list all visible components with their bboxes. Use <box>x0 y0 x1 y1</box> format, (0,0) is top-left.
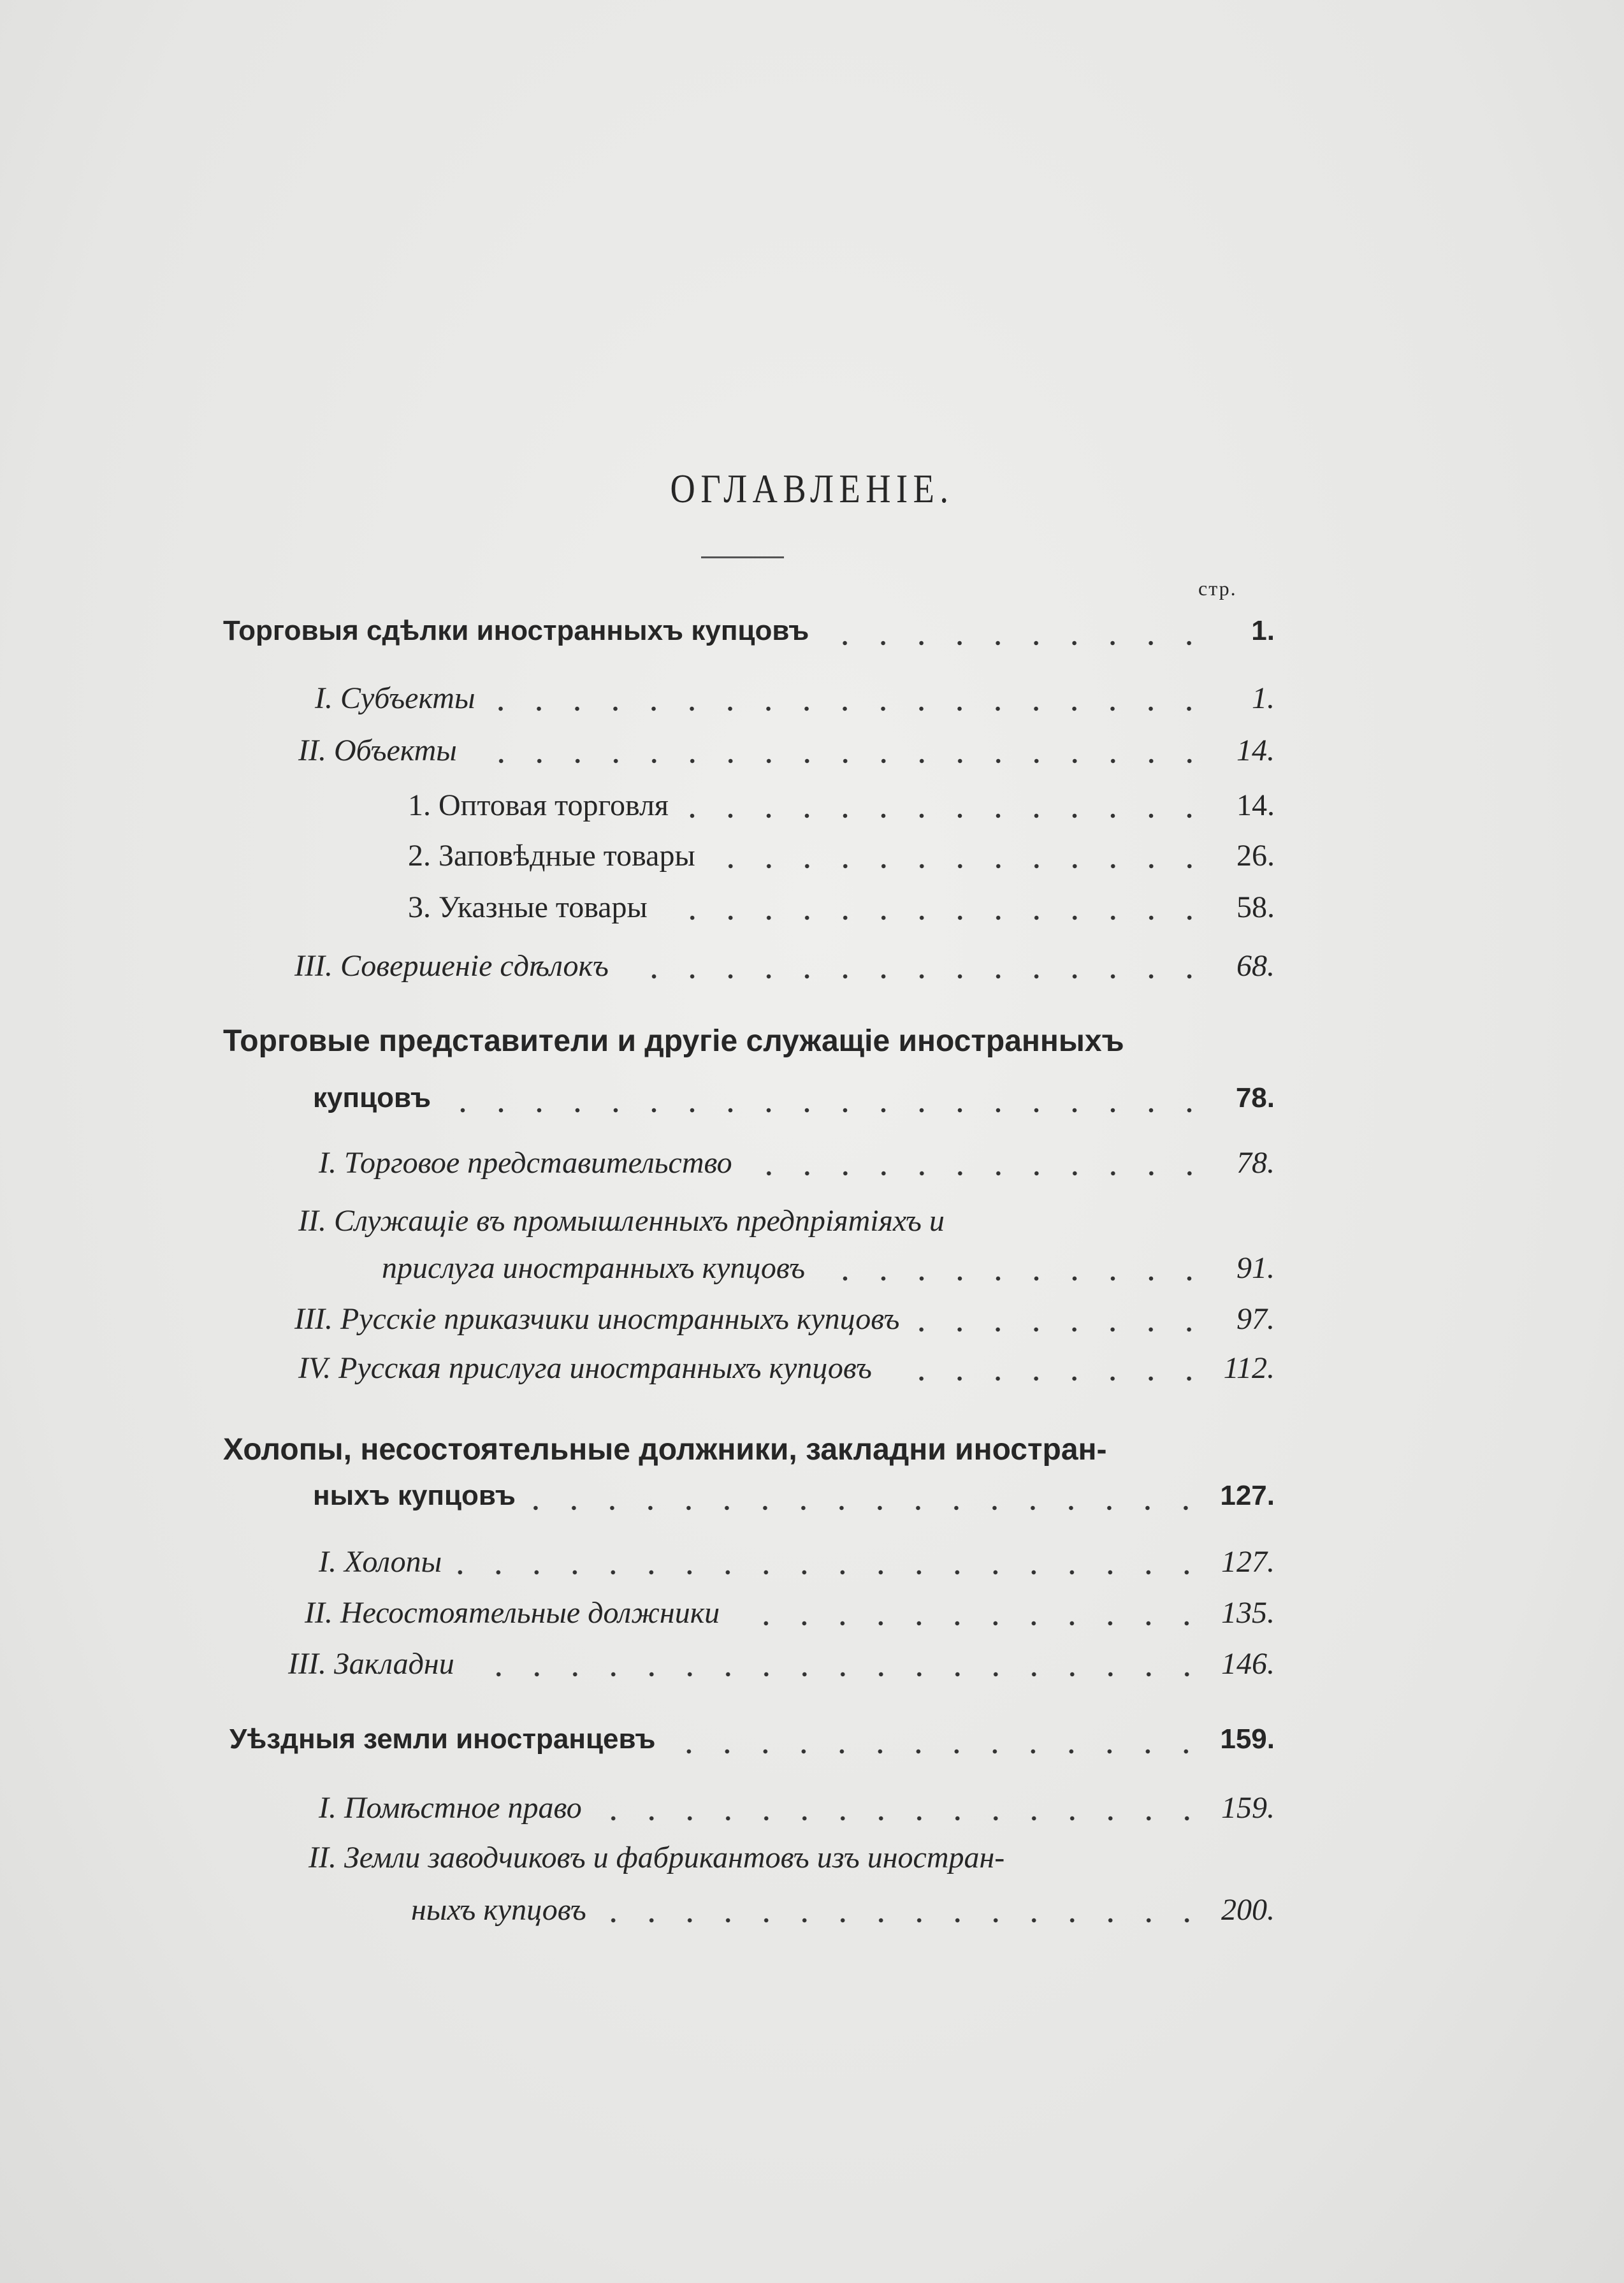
toc-subentry[interactable] <box>408 788 1275 826</box>
toc-heading-label: купцовъ <box>313 1082 431 1113</box>
toc-entry-label: I. Субъекты <box>315 681 475 715</box>
dot-leader <box>472 758 1208 764</box>
page-number: 146. <box>1221 1647 1275 1681</box>
dot-leader <box>671 1749 1205 1754</box>
toc-entry-line[interactable]: II. Служащіе въ промышленныхъ предпріятіяхъ и <box>298 1204 945 1238</box>
dot-leader <box>470 1672 1206 1677</box>
toc-entry-label: II. Объекты <box>298 734 457 767</box>
dot-leader <box>824 641 1208 646</box>
dot-leader <box>602 1918 1206 1923</box>
toc-entry[interactable] <box>319 1544 1275 1583</box>
page-number: 14. <box>1236 788 1275 822</box>
dot-leader <box>531 1505 1205 1511</box>
toc-entry[interactable] <box>319 1145 1275 1184</box>
page-title: ОГЛАВЛЕНІЕ. <box>670 466 954 511</box>
toc-subentry[interactable] <box>408 838 1275 876</box>
dot-leader <box>624 974 1208 979</box>
title-divider <box>701 556 784 558</box>
toc-entry[interactable] <box>288 1646 1275 1685</box>
toc-entry-label: I. Торговое представительство <box>319 1146 732 1180</box>
page-number: 159. <box>1221 1791 1275 1825</box>
dot-leader <box>711 864 1208 869</box>
toc-entry-label: I. Холопы <box>319 1545 442 1579</box>
toc-entry[interactable] <box>294 948 1275 987</box>
toc-heading-label: ныхъ купцовъ <box>313 1480 516 1511</box>
toc-entry-label: I. Помѣстное право <box>319 1791 582 1825</box>
toc-entry-label: IV. Русская прислуга иностранныхъ купцовъ <box>298 1351 872 1385</box>
toc-subentry-label: 3. Указные товары <box>408 890 648 924</box>
page-number: 91. <box>1236 1251 1275 1285</box>
toc-entry[interactable] <box>319 1790 1275 1829</box>
dot-leader <box>735 1621 1206 1626</box>
page-number: 78. <box>1235 1082 1275 1113</box>
toc-heading-line[interactable]: Холопы, несостоятельные должники, закладни иностран- <box>223 1433 1107 1467</box>
toc-heading[interactable] <box>313 1480 1275 1518</box>
page-number: 135. <box>1221 1596 1275 1630</box>
page-number: 26. <box>1236 839 1275 873</box>
dot-leader <box>748 1171 1208 1176</box>
dot-leader <box>684 813 1208 818</box>
page-number: 14. <box>1236 734 1275 767</box>
dot-leader <box>887 1376 1208 1381</box>
page-number: 1. <box>1252 681 1275 715</box>
page-number: 58. <box>1236 890 1275 924</box>
page-number: 78. <box>1236 1146 1275 1180</box>
dot-leader <box>490 706 1208 711</box>
toc-entry-label: ныхъ купцовъ <box>411 1893 586 1927</box>
toc-entry-line[interactable]: II. Земли заводчиковъ и фабрикантовъ изъ иностран- <box>308 1841 1005 1874</box>
page-number: 159. <box>1220 1723 1275 1755</box>
dot-leader <box>915 1327 1208 1332</box>
toc-heading-line[interactable]: Торговые представители и другіе служащіе иностранныхъ <box>223 1024 1124 1058</box>
dot-leader <box>446 1108 1208 1113</box>
dot-leader <box>820 1276 1208 1281</box>
toc-heading[interactable] <box>223 615 1275 653</box>
page-column-header: стр. <box>1198 577 1237 600</box>
dot-leader <box>597 1816 1206 1821</box>
toc-entry-label: прислуга иностранныхъ купцовъ <box>382 1251 806 1285</box>
page-number: 97. <box>1236 1302 1275 1336</box>
toc-subentry-label: 2. Заповѣдные товары <box>408 839 695 873</box>
toc-entry[interactable] <box>305 1595 1275 1634</box>
page-number: 112. <box>1223 1351 1275 1385</box>
dot-leader <box>457 1570 1206 1575</box>
toc-heading-label: Уѣздныя земли иностранцевъ <box>229 1723 656 1755</box>
toc-entry[interactable] <box>411 1892 1275 1931</box>
toc-entry-label: III. Совершеніе сдѣлокъ <box>294 949 609 983</box>
toc-entry[interactable] <box>298 1351 1275 1389</box>
toc-subentry-label: 1. Оптовая торговля <box>408 788 669 822</box>
toc-heading[interactable] <box>313 1082 1275 1120</box>
page-number: 127. <box>1220 1480 1275 1511</box>
page-number: 68. <box>1236 949 1275 983</box>
dot-leader <box>663 915 1208 920</box>
toc-heading-label: Торговыя сдѣлки иностранныхъ купцовъ <box>223 615 809 646</box>
toc-entry[interactable] <box>315 681 1275 719</box>
toc-entry[interactable] <box>382 1250 1275 1289</box>
toc-entry-label: III. Русскіе приказчики иностранныхъ купцовъ <box>294 1302 900 1336</box>
toc-heading[interactable] <box>229 1723 1275 1762</box>
toc-entry[interactable] <box>298 733 1275 771</box>
toc-entry-label: III. Закладни <box>288 1647 454 1681</box>
toc-entry[interactable] <box>294 1301 1275 1340</box>
page-number: 1. <box>1251 615 1275 646</box>
toc-entry-label: II. Несостоятельные должники <box>305 1596 720 1630</box>
toc-subentry[interactable] <box>408 890 1275 928</box>
page-number: 127. <box>1221 1545 1275 1579</box>
page-number: 200. <box>1221 1893 1275 1927</box>
